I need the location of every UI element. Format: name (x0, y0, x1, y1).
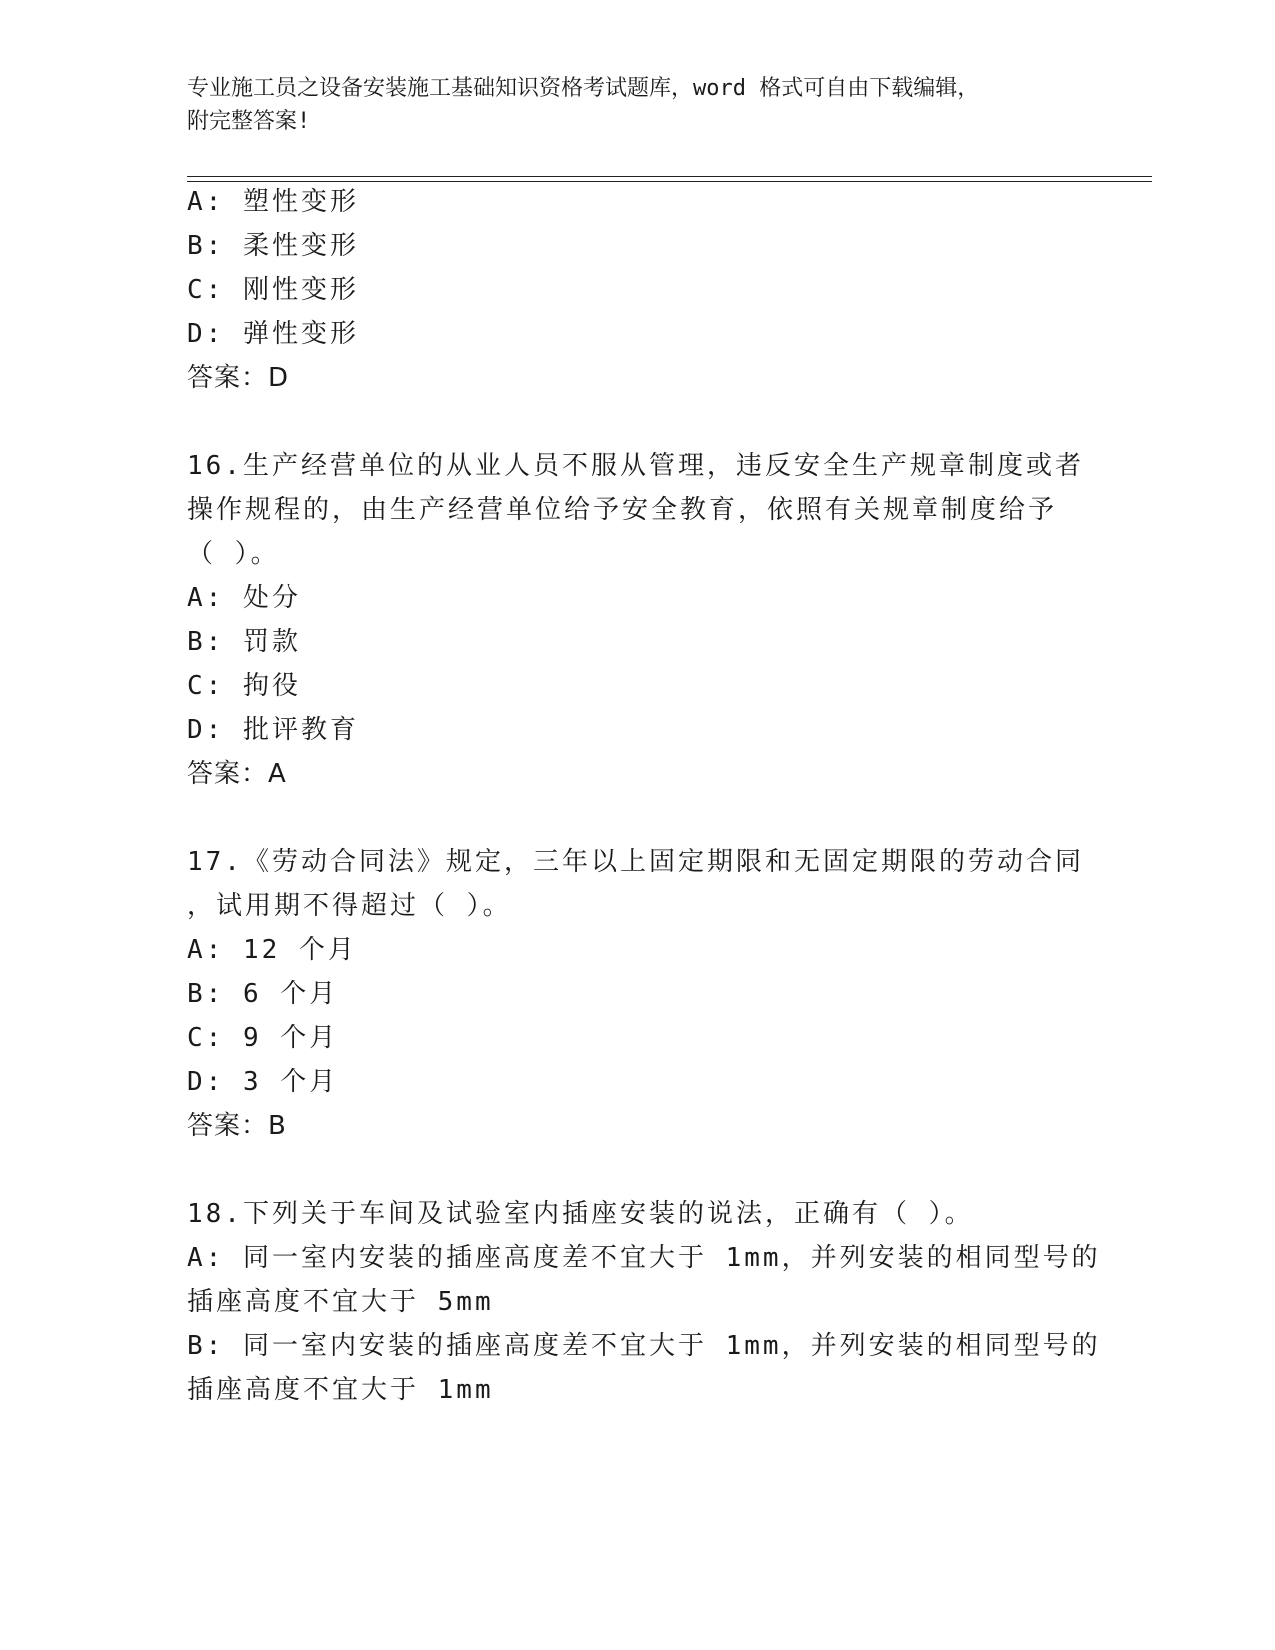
header-line-1: 专业施工员之设备安装施工基础知识资格考试题库，word 格式可自由下载编辑， (187, 76, 980, 101)
q17-option-a: A: 12 个月 (187, 935, 357, 965)
q16-answer: 答案：A (187, 759, 287, 789)
q15-option-b: B: 柔性变形 (187, 231, 359, 261)
q18-option-a-line-1: A: 同一室内安装的插座高度差不宜大于 1mm，并列安装的相同型号的 (187, 1243, 1101, 1273)
q17-option-d: D: 3 个月 (187, 1067, 339, 1097)
q15-option-a: A: 塑性变形 (187, 187, 359, 217)
q16-stem-line-3: （ ）。 (187, 539, 280, 569)
q15-option-c: C: 刚性变形 (187, 275, 359, 305)
q16-stem-line-2: 操作规程的，由生产经营单位给予安全教育，依照有关规章制度给予 (187, 495, 1058, 525)
q16-stem-line-1: 16.生产经营单位的从业人员不服从管理，违反安全生产规章制度或者 (187, 451, 1084, 481)
q17-stem-line-1: 17.《劳动合同法》规定，三年以上固定期限和无固定期限的劳动合同 (187, 847, 1084, 877)
q18-option-b-line-1: B: 同一室内安装的插座高度差不宜大于 1mm，并列安装的相同型号的 (187, 1331, 1101, 1361)
header-divider-top (187, 176, 1152, 177)
q15-answer: 答案：D (187, 363, 290, 393)
q17-option-c: C: 9 个月 (187, 1023, 339, 1053)
q17-option-b: B: 6 个月 (187, 979, 339, 1009)
q18-option-b-line-2: 插座高度不宜大于 1mm (187, 1375, 494, 1405)
q15-option-d: D: 弹性变形 (187, 319, 359, 349)
header-line-2: 附完整答案! (187, 109, 311, 134)
q18-option-a-line-2: 插座高度不宜大于 5mm (187, 1287, 494, 1317)
q16-option-a: A: 处分 (187, 583, 301, 613)
document-header (187, 72, 1087, 138)
q16-option-c: C: 拘役 (187, 671, 301, 701)
q16-option-b: B: 罚款 (187, 627, 301, 657)
q17-answer: 答案：B (187, 1111, 287, 1141)
q16-option-d: D: 批评教育 (187, 715, 359, 745)
q17-stem-line-2: ，试用期不得超过（ ）。 (187, 891, 512, 921)
q18-stem-line-1: 18.下列关于车间及试验室内插座安装的说法，正确有（ ）。 (187, 1199, 974, 1229)
